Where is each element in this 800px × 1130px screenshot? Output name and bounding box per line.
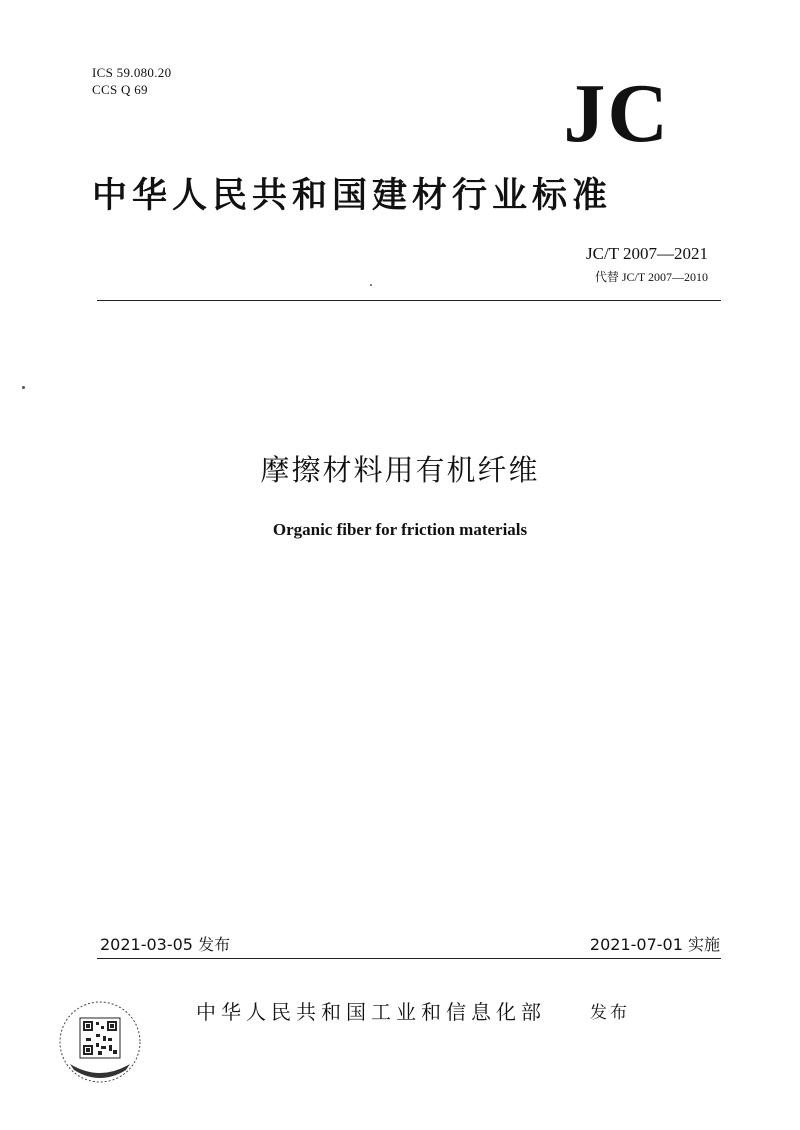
- standard-category: 中华人民共和国建材行业标准: [92, 175, 613, 216]
- classification-codes: [92, 64, 171, 98]
- scan-speck: [370, 284, 372, 286]
- effective-date: 2021-07-01 实施: [589, 935, 720, 954]
- header-divider: [97, 300, 721, 301]
- replaces-standard: 代替 JC/T 2007—2010: [594, 270, 708, 284]
- ics-code: ICS 59.080.20: [92, 65, 172, 80]
- ccs-code: CCS Q 69: [92, 82, 148, 97]
- footer-divider: [97, 958, 721, 959]
- qr-seal-icon: [56, 998, 144, 1086]
- standard-number: JC/T 2007—2021: [585, 244, 708, 263]
- document-title-english: Organic fiber for friction materials: [272, 520, 528, 539]
- publish-date: 2021-03-05 发布: [100, 935, 231, 954]
- document-title-chinese: 摩擦材料用有机纤维: [260, 453, 540, 487]
- jc-logo: JC: [563, 67, 670, 160]
- issuing-authority: 中华人民共和国工业和信息化部: [196, 1000, 546, 1024]
- scan-speck: [22, 386, 25, 389]
- issue-action: 发布: [590, 1003, 630, 1023]
